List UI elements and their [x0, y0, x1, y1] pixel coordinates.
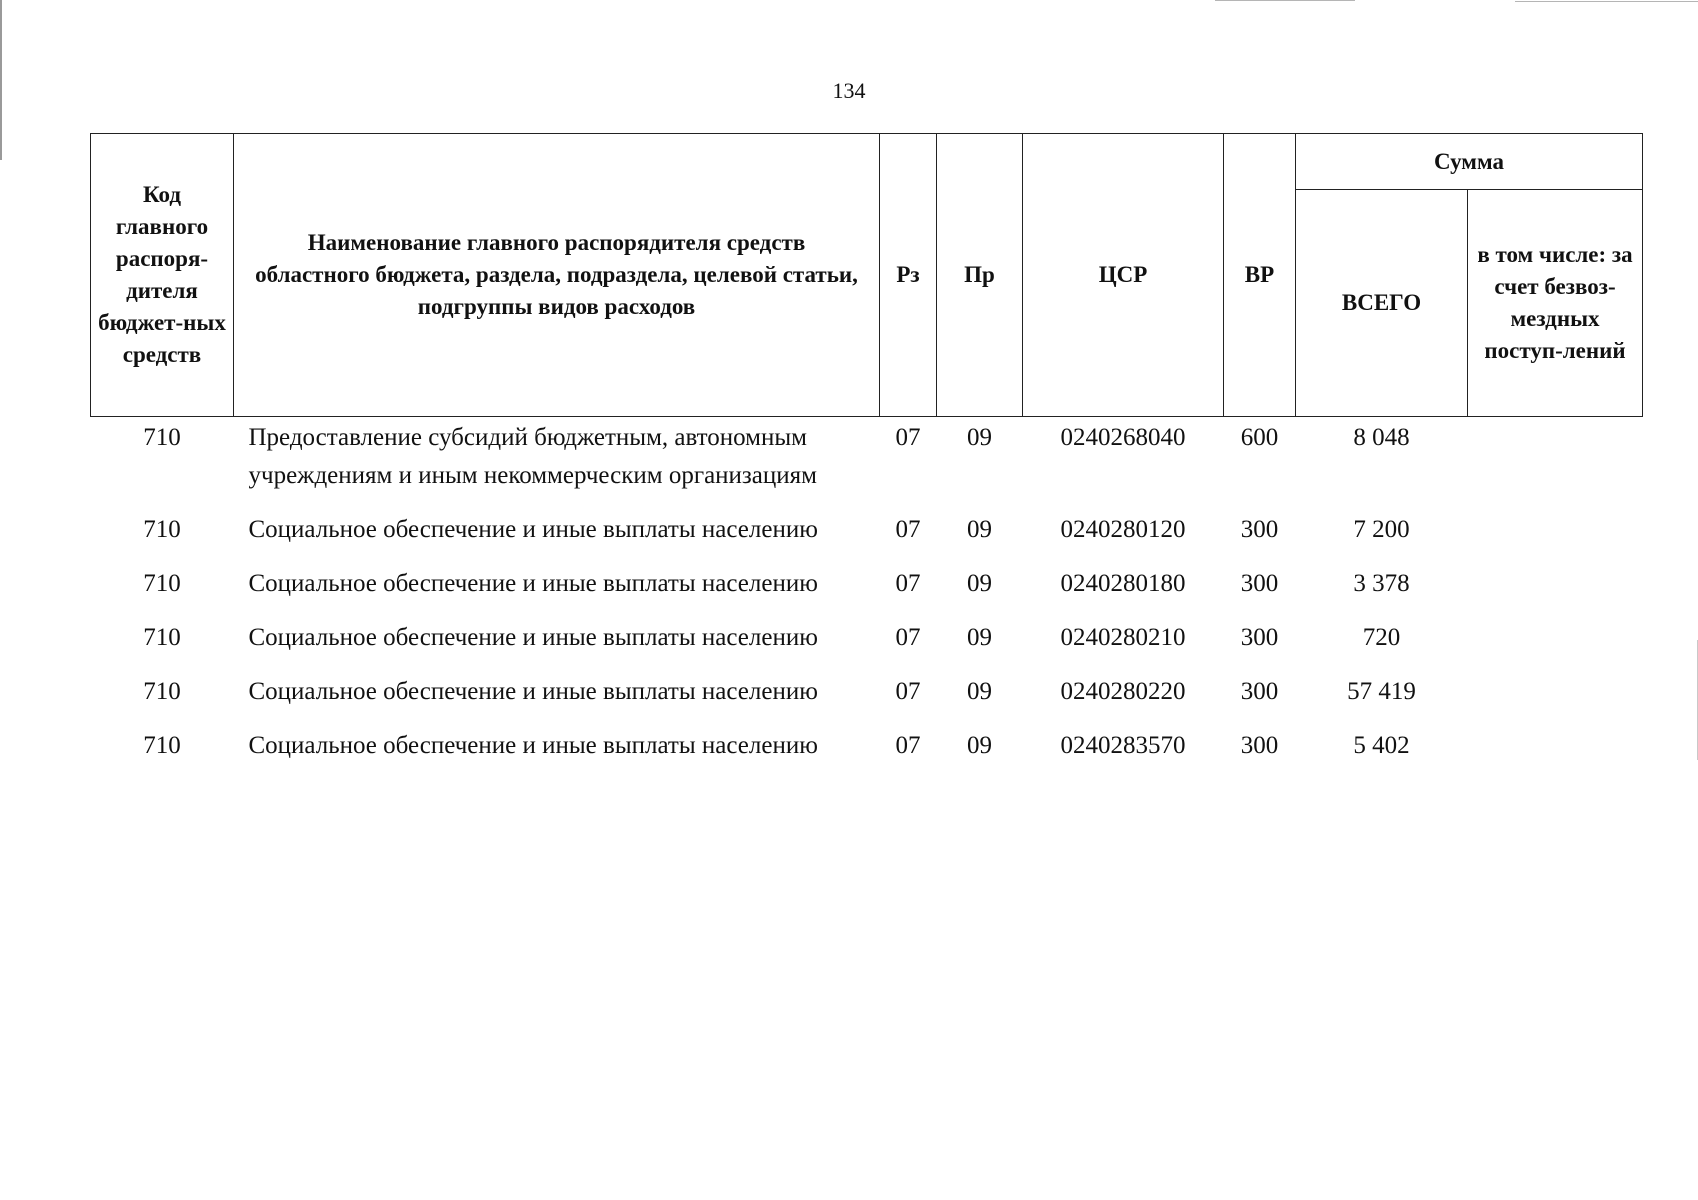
- scan-edge-top: [1215, 0, 1355, 1]
- cell-csr: 0240283570: [1060, 732, 1186, 759]
- header-pr: Пр: [937, 134, 1023, 417]
- cell-rz: 07: [895, 624, 921, 651]
- cell-name: Социальное обеспечение и иные выплаты населению: [248, 570, 818, 597]
- cell-pr: 09: [967, 678, 992, 705]
- table-header: [91, 134, 1643, 417]
- cell-total: 3 378: [1353, 570, 1410, 597]
- cell-gratuitous: [1468, 725, 1643, 779]
- cell-rz: 07: [895, 732, 921, 759]
- cell-rz: 07: [895, 570, 921, 597]
- page-number: 134: [832, 78, 866, 103]
- cell-vr: 300: [1240, 624, 1279, 651]
- cell-code: 710: [143, 516, 181, 543]
- header-total: ВСЕГО: [1296, 190, 1468, 417]
- scan-edge-top: [1515, 1, 1698, 2]
- cell-csr: 0240280120: [1060, 516, 1186, 543]
- cell-pr: 09: [967, 624, 992, 651]
- cell-total: 7 200: [1353, 516, 1410, 543]
- table-row: [91, 417, 1643, 510]
- cell-pr: 09: [967, 424, 992, 451]
- table-body: [91, 417, 1643, 780]
- cell-total: 720: [1362, 624, 1401, 651]
- cell-vr: 300: [1240, 732, 1279, 759]
- budget-table: [90, 133, 1643, 779]
- cell-rz: 07: [895, 516, 921, 543]
- header-code: Код главного распоря-дителя бюджет-ных средств: [91, 134, 234, 417]
- cell-vr: 600: [1240, 424, 1279, 451]
- cell-name: Социальное обеспечение и иные выплаты населению: [248, 516, 818, 543]
- cell-gratuitous: [1468, 563, 1643, 617]
- cell-vr: 300: [1240, 570, 1279, 597]
- header-sum: Сумма: [1296, 134, 1643, 190]
- table-row: [91, 725, 1643, 779]
- cell-name: Социальное обеспечение и иные выплаты населению: [248, 624, 818, 651]
- cell-total: 8 048: [1353, 424, 1410, 451]
- cell-code: 710: [143, 570, 181, 597]
- cell-rz: 07: [895, 424, 921, 451]
- cell-csr: 0240280220: [1060, 678, 1186, 705]
- cell-gratuitous: [1468, 671, 1643, 725]
- cell-csr: 0240268040: [1060, 424, 1186, 451]
- cell-name: Социальное обеспечение и иные выплаты населению: [248, 732, 818, 759]
- cell-vr: 300: [1240, 516, 1279, 543]
- cell-code: 710: [143, 624, 181, 651]
- cell-rz: 07: [895, 678, 921, 705]
- header-name: Наименование главного распорядителя средств областного бюджета, раздела, подраздела, целевой статьи, подгруппы видов расходов: [234, 134, 880, 417]
- cell-total: 5 402: [1353, 732, 1410, 759]
- cell-total: 57 419: [1347, 678, 1416, 705]
- cell-pr: 09: [967, 732, 992, 759]
- cell-csr: 0240280210: [1060, 624, 1186, 651]
- cell-code: 710: [143, 678, 181, 705]
- table-row: [91, 671, 1643, 725]
- cell-name: Предоставление субсидий бюджетным, автономным учреждениям и иным некоммерческим организациям: [248, 424, 817, 489]
- header-csr: ЦСР: [1023, 134, 1224, 417]
- table-row: [91, 563, 1643, 617]
- cell-gratuitous: [1468, 417, 1643, 510]
- header-gratuitous: в том числе: за счет безвоз-мездных поступ-лений: [1468, 190, 1643, 417]
- header-rz: Рз: [880, 134, 937, 417]
- cell-code: 710: [143, 424, 181, 451]
- cell-code: 710: [143, 732, 181, 759]
- cell-pr: 09: [967, 516, 992, 543]
- table-row: [91, 509, 1643, 563]
- cell-csr: 0240280180: [1060, 570, 1186, 597]
- cell-name: Социальное обеспечение и иные выплаты населению: [248, 678, 818, 705]
- header-vr: ВР: [1224, 134, 1296, 417]
- cell-gratuitous: [1468, 509, 1643, 563]
- table-row: [91, 617, 1643, 671]
- cell-vr: 300: [1240, 678, 1279, 705]
- cell-pr: 09: [967, 570, 992, 597]
- cell-gratuitous: [1468, 617, 1643, 671]
